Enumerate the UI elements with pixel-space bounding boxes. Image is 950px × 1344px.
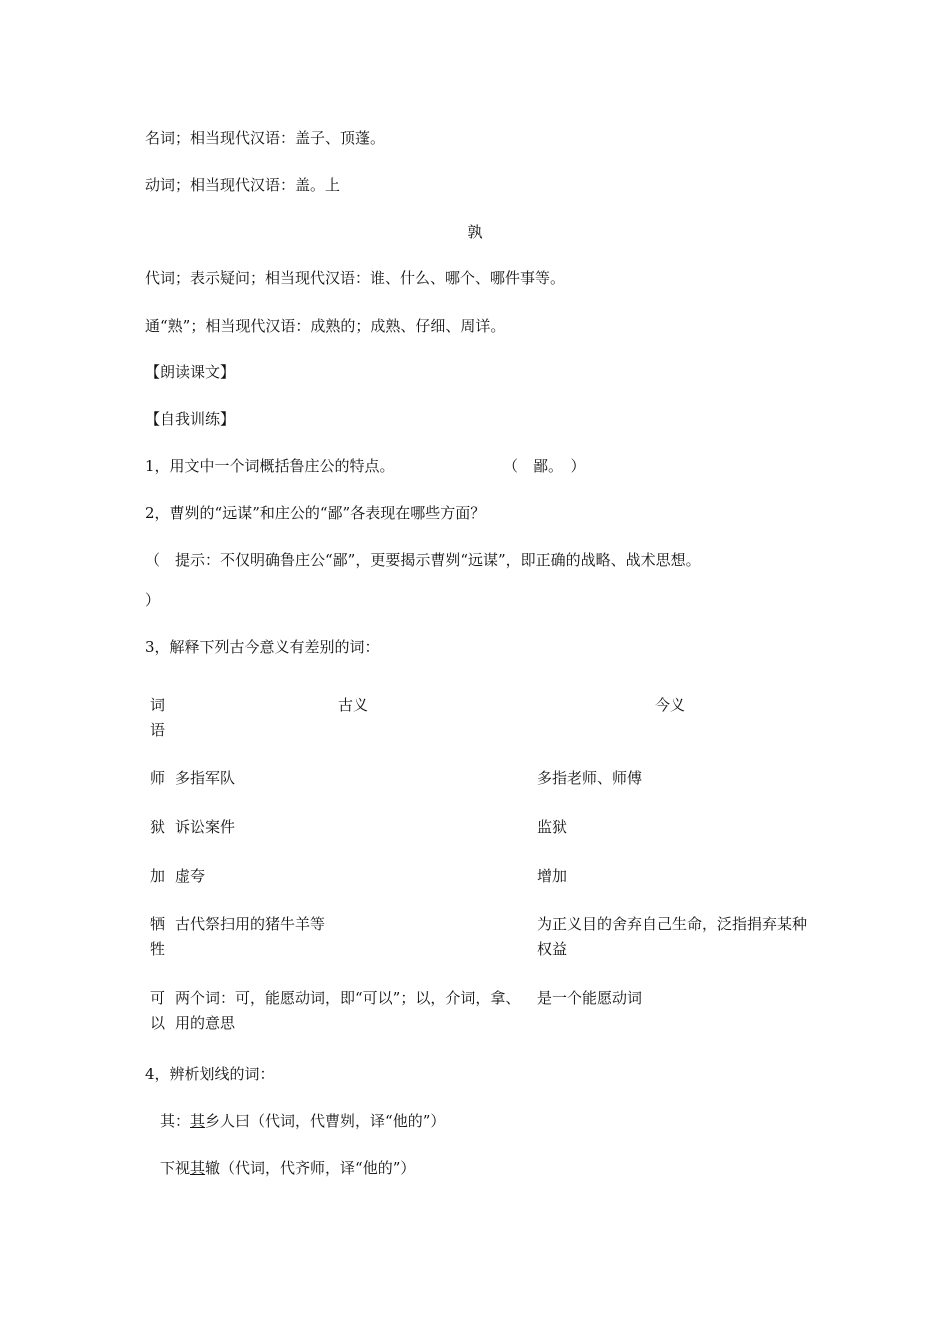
section-self-training: 【自我训练】 xyxy=(145,410,236,428)
q4-item-2-prefix: 下视 xyxy=(160,1159,191,1177)
table-row-modern: 增加 xyxy=(537,867,568,885)
table-row-modern: 监狱 xyxy=(537,818,568,836)
q4-item-1 xyxy=(160,1111,445,1131)
question-2-hint: （ 提示：不仅明确鲁庄公“鄙”，更要揭示曹刿“远谋”，即正确的战略、战术思想。 xyxy=(145,551,701,569)
question-2-hint-close: ） xyxy=(145,591,161,609)
table-row-word: 师 xyxy=(150,769,166,787)
word-heading-shu: 孰 xyxy=(467,223,483,241)
q4-item-2 xyxy=(160,1158,415,1178)
question-1: 1，用文中一个词概括鲁庄公的特点。 xyxy=(145,457,395,475)
q4-item-1-prefix: 其： xyxy=(160,1112,191,1130)
table-header-modern: 今义 xyxy=(655,696,686,714)
table-row-ancient: 诉讼案件 xyxy=(175,818,236,836)
definition-pronoun: 代词；表示疑问；相当现代汉语：谁、什么、哪个、哪件事等。 xyxy=(145,269,566,287)
q4-item-2-rest: 辙（代词，代齐师，译“他的”） xyxy=(205,1159,416,1177)
table-header-word: 词语 xyxy=(150,696,166,739)
q4-item-1-underlined: 其 xyxy=(190,1112,206,1130)
definition-verb: 动词；相当现代汉语：盖。上 xyxy=(145,176,341,194)
table-row-ancient: 两个词：可，能愿动词，即“可以”；以，介词，拿、用的意思 xyxy=(175,989,521,1032)
table-row-ancient: 古代祭扫用的猪牛羊等 xyxy=(175,915,326,933)
question-1-answer: （ 鄙。 ） xyxy=(503,457,586,475)
table-row-modern: 多指老师、师傅 xyxy=(537,769,643,787)
section-reading: 【朗读课文】 xyxy=(145,363,236,381)
table-row-ancient: 多指军队 xyxy=(175,769,236,787)
definition-noun: 名词；相当现代汉语：盖子、顶蓬。 xyxy=(145,129,386,147)
table-header-ancient: 古义 xyxy=(338,696,369,714)
table-row-modern: 是一个能愿动词 xyxy=(537,989,643,1007)
q4-item-2-underlined: 其 xyxy=(190,1159,206,1177)
table-row-word: 狱 xyxy=(150,818,166,836)
definition-tong-shu: 通“熟”；相当现代汉语：成熟的；成熟、仔细、周详。 xyxy=(145,317,506,335)
question-4: 4，辨析划线的词： xyxy=(145,1065,275,1083)
table-row-modern: 为正义目的舍弃自己生命，泛指捐弃某种权益 xyxy=(537,915,808,958)
question-3: 3，解释下列古今意义有差别的词： xyxy=(145,638,380,656)
table-row-word: 加 xyxy=(150,867,166,885)
q4-item-1-rest: 乡人曰（代词，代曹刿，译“他的”） xyxy=(205,1112,446,1130)
question-2: 2，曹刿的“远谋”和庄公的“鄙”各表现在哪些方面？ xyxy=(145,504,486,522)
table-row-ancient: 虚夸 xyxy=(175,867,206,885)
table-row-word: 可以 xyxy=(150,989,166,1032)
table-row-word: 牺牲 xyxy=(150,915,166,958)
